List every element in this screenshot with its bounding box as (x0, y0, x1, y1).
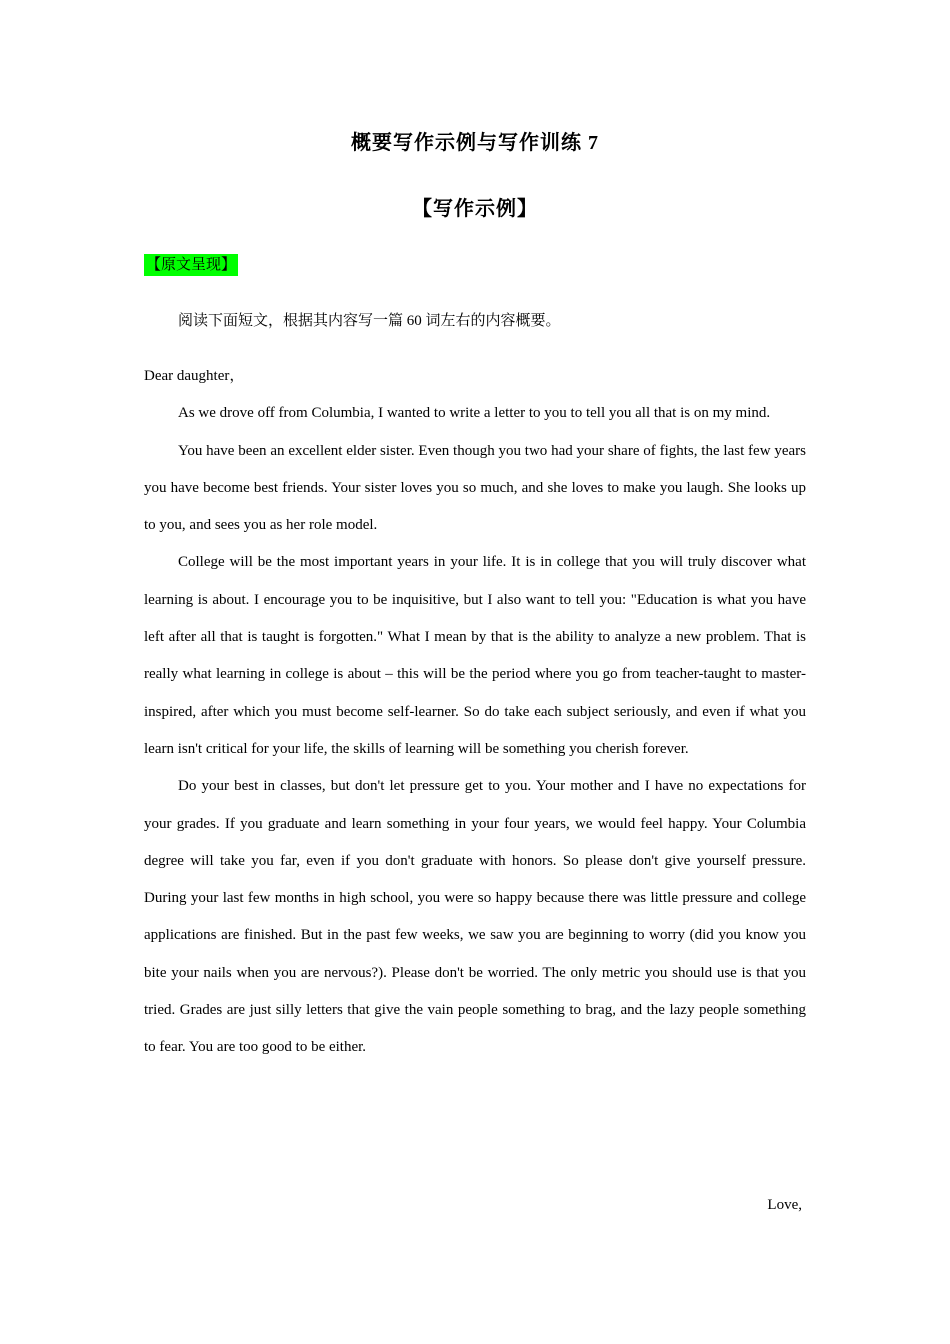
letter-paragraph-2: You have been an excellent elder sister. Even though you two had your share of fights, the last few years you have become best friends. Your sister loves you so much, and she loves to make you laugh. She looks up to you, and sees you as her role model. (144, 442, 806, 534)
letter-greeting: Dear daughter， (144, 368, 245, 384)
original-text-tag: 【原文呈现】 (144, 254, 238, 276)
section-subtitle: 【写作示例】 (412, 198, 538, 220)
letter-closing: Love, (767, 1197, 802, 1213)
letter-paragraph-4: Do your best in classes, but don't let pressure get to you. Your mother and I have no expectations for your grades. If you graduate and learn something in your four years, we would feel happy. Your Columbia degree will take you far, even if you don't graduate with honors. So please don't give yourself pressure. During your last few months in high school, you were so happy because there was little pressure and college applications are finished. But in the past few weeks, we saw you are beginning to worry (did you know you bite your nails when you are nervous?). Please don't be worried. The only metric you should use is that you tried. Grades are just silly letters that give the vain people something to brag, and the lazy people something to fear. You are too good to be either. (144, 778, 806, 1056)
letter-paragraph-3: College will be the most important years in your life. It is in college that you will truly discover what learning is about. I encourage you to be inquisitive, but I also want to tell you: "Education is what you have left after all that is taught is forgotten." What I mean by that is the ability to analyze a new problem. That is really what learning in college is about – this will be the period where you go from teacher-taught to master-inspired, after which you must become self-learner. So do take each subject seriously, and even if what you learn isn't critical for your life, the skills of learning will be something you cherish forever. (144, 554, 806, 757)
letter-paragraph-1: As we drove off from Columbia, I wanted to write a letter to you to tell you all that is on my mind. (178, 405, 771, 422)
page-title: 概要写作示例与写作训练 7 (351, 132, 599, 154)
letter-body (144, 358, 806, 1067)
task-instruction: 阅读下面短文，根据其内容写一篇 60 词左右的内容概要。 (178, 313, 561, 329)
